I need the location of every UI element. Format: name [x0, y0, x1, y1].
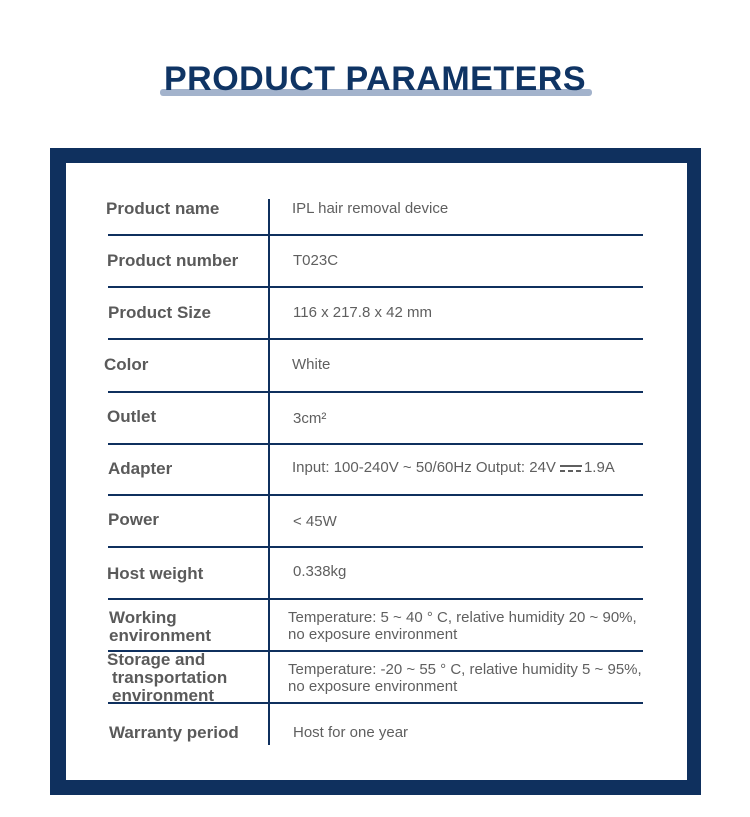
row-label-line2: transportation: [112, 668, 228, 687]
row-value: 116 x 217.8 x 42 mm: [293, 304, 432, 321]
row-value: [292, 459, 615, 476]
parameters-frame: [50, 148, 701, 795]
row-value: < 45W: [293, 513, 337, 530]
row-value-line2: no exposure environment: [288, 626, 458, 643]
row-value: 0.338kg: [293, 563, 347, 580]
row-label: Product number: [107, 251, 239, 270]
parameters-table: [66, 163, 687, 780]
row-label: Warranty period: [109, 723, 239, 742]
row-separator: [108, 286, 643, 288]
row-label-line1: Storage and: [107, 650, 206, 669]
row-value: T023C: [293, 252, 339, 269]
row-separator: [108, 234, 643, 236]
row-label-line1: Working: [109, 608, 177, 627]
column-divider: [268, 199, 270, 745]
row-label-line3: environment: [112, 686, 215, 705]
adapter-value-text: Input: 100-240V ~ 50/60Hz Output: 24V: [292, 459, 556, 476]
row-label: Color: [104, 355, 149, 374]
row-value-line2: no exposure environment: [288, 678, 458, 695]
row-label: Host weight: [107, 564, 204, 583]
row-value-line1: Temperature: -20 ~ 55 ° C, relative humidity 5 ~ 95%,: [288, 661, 642, 678]
row-value: Host for one year: [293, 724, 409, 741]
row-value: 3cm²: [293, 410, 327, 427]
row-value: White: [292, 356, 331, 373]
row-separator: [108, 494, 643, 496]
adapter-value-current: 1.9A: [583, 459, 615, 476]
row-separator: [108, 338, 643, 340]
row-value: IPL hair removal device: [292, 200, 449, 217]
row-separator: [108, 546, 643, 548]
title-area: [0, 58, 750, 108]
row-separator: [108, 598, 643, 600]
row-label: Outlet: [107, 407, 157, 426]
row-value-line1: Temperature: 5 ~ 40 ° C, relative humidity 20 ~ 90%,: [288, 609, 637, 626]
row-label: Power: [108, 510, 160, 529]
row-label: Product name: [106, 199, 220, 218]
row-separator: [108, 391, 643, 393]
row-separator: [108, 443, 643, 445]
row-label: Adapter: [108, 459, 173, 478]
dc-current-icon: [560, 464, 582, 473]
row-label: Product Size: [108, 303, 211, 322]
page-title: PRODUCT PARAMETERS: [163, 60, 587, 98]
row-label-line2: environment: [109, 626, 212, 645]
